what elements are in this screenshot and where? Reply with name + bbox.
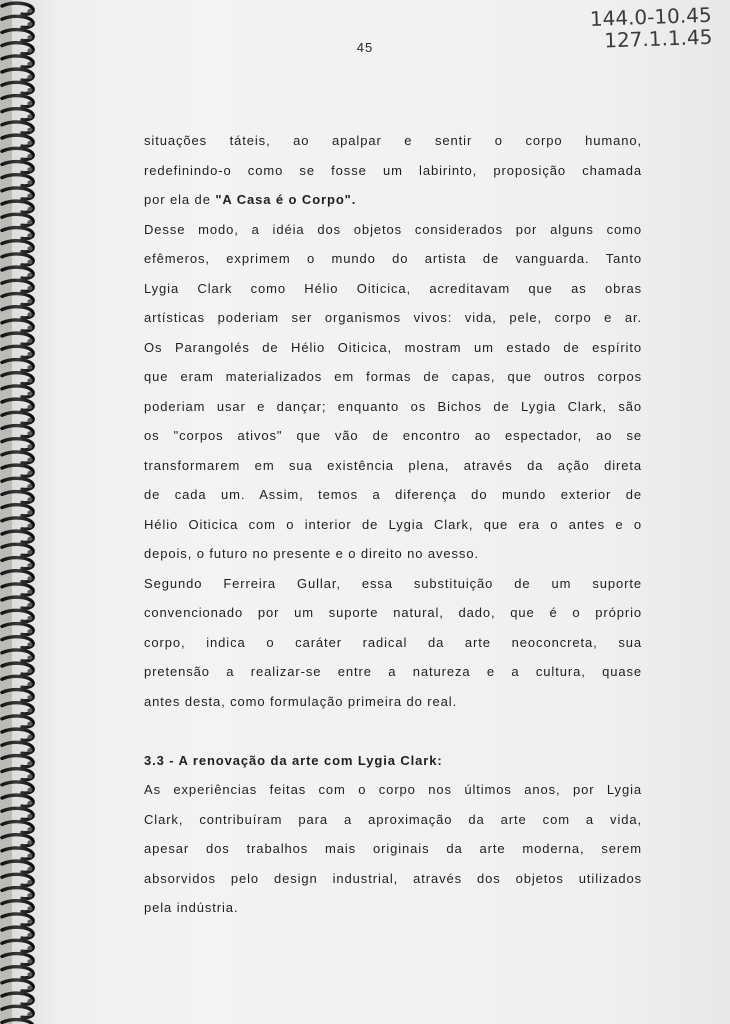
text-line: Hélio Oiticica com o interior de Lygia Clark, que era o antes e o bbox=[144, 516, 642, 532]
binding-hole bbox=[27, 814, 32, 818]
bold-period: . bbox=[351, 192, 357, 207]
binding-hole bbox=[27, 840, 32, 844]
binding-hole bbox=[27, 405, 32, 409]
binding-hole bbox=[27, 312, 32, 316]
text-line: Desse modo, a idéia dos objetos considerados por alguns como bbox=[144, 221, 642, 237]
binding-hole bbox=[27, 524, 32, 528]
binding-hole bbox=[27, 801, 32, 805]
binding-hole bbox=[27, 260, 32, 264]
text-line: que eram materializados em formas de capas, que outros corpos bbox=[144, 369, 642, 384]
binding-hole bbox=[27, 616, 32, 620]
text-line: corpo, indica o caráter radical da arte neoconcreta, sua bbox=[144, 634, 642, 650]
binding-hole bbox=[27, 656, 32, 660]
binding-hole bbox=[27, 431, 32, 435]
binding-hole bbox=[27, 246, 32, 250]
text-line: pela indústria. bbox=[144, 900, 239, 915]
text-line bbox=[144, 190, 642, 220]
binding-hole bbox=[27, 365, 32, 369]
binding-hole bbox=[27, 154, 32, 158]
binding-hole bbox=[27, 986, 32, 990]
binding-hole bbox=[27, 867, 32, 871]
binding-hole bbox=[27, 497, 32, 501]
text-line: Segundo Ferreira Gullar, essa substituição de um suporte bbox=[144, 575, 642, 591]
text-line: absorvidos pelo design industrial, através dos objetos utilizados bbox=[144, 870, 642, 886]
binding-hole bbox=[27, 114, 32, 118]
binding-hole bbox=[27, 669, 32, 673]
text-line: de cada um. Assim, temos a diferença do mundo exterior de bbox=[144, 487, 642, 502]
binding-hole bbox=[27, 893, 32, 897]
binding-hole bbox=[27, 590, 32, 594]
binding-hole bbox=[27, 194, 32, 198]
page-number: 45 bbox=[356, 40, 374, 55]
binding-hole bbox=[27, 1012, 32, 1016]
binding-hole bbox=[27, 722, 32, 726]
paragraph-2 bbox=[144, 220, 642, 574]
binding-hole bbox=[27, 748, 32, 752]
binding-hole bbox=[27, 537, 32, 541]
binding-hole bbox=[27, 326, 32, 330]
binding-hole bbox=[27, 128, 32, 132]
text-line: redefinindo-o como se fosse um labirinto, proposição chamada bbox=[144, 162, 642, 178]
text-line: apesar dos trabalhos mais originais da arte moderna, serem bbox=[144, 841, 642, 856]
binding-hole bbox=[27, 999, 32, 1003]
binding-hole bbox=[27, 972, 32, 976]
binding-hole bbox=[27, 352, 32, 356]
text-line: artísticas poderiam ser organismos vivos: vida, pele, corpo e ar. bbox=[144, 310, 642, 325]
binding-hole bbox=[27, 180, 32, 184]
spiral-binding bbox=[0, 0, 46, 1024]
binding-hole bbox=[27, 880, 32, 884]
binding-hole bbox=[27, 946, 32, 950]
paragraph-1 bbox=[144, 131, 642, 220]
binding-hole bbox=[27, 418, 32, 422]
binding-hole bbox=[27, 550, 32, 554]
binding-hole bbox=[27, 75, 32, 79]
text-line: pretensão a realizar-se entre a natureza e a cultura, quase bbox=[144, 664, 642, 679]
binding-hole bbox=[27, 9, 32, 13]
binding-hole bbox=[27, 959, 32, 963]
binding-hole bbox=[27, 629, 32, 633]
binding-hole bbox=[27, 906, 32, 910]
binding-hole bbox=[27, 22, 32, 26]
text-line: Os Parangolés de Hélio Oiticica, mostram um estado de espírito bbox=[144, 339, 642, 355]
text-line: antes desta, como formulação primeira do real. bbox=[144, 693, 458, 709]
binding-hole bbox=[27, 484, 32, 488]
binding-hole bbox=[27, 35, 32, 39]
text-line: depois, o futuro no presente e o direito no avesso. bbox=[144, 546, 479, 561]
binding-hole bbox=[27, 576, 32, 580]
binding-hole bbox=[27, 603, 32, 607]
binding-hole bbox=[27, 299, 32, 303]
binding-hole bbox=[27, 774, 32, 778]
binding-hole bbox=[27, 920, 32, 924]
section-3-3 bbox=[144, 751, 642, 928]
binding-hole bbox=[27, 233, 32, 237]
binding-hole bbox=[27, 708, 32, 712]
binding-hole bbox=[27, 682, 32, 686]
binding-hole bbox=[27, 471, 32, 475]
binding-hole bbox=[27, 220, 32, 224]
binding-hole bbox=[27, 642, 32, 646]
text-line: os "corpos ativos" que vão de encontro ao espectador, ao se bbox=[144, 428, 642, 443]
text-line: transformarem em sua existência plena, através da ação direta bbox=[144, 457, 642, 473]
binding-hole bbox=[27, 854, 32, 858]
binding-hole bbox=[27, 761, 32, 765]
binding-hole bbox=[27, 788, 32, 792]
binding-hole bbox=[27, 339, 32, 343]
binding-hole bbox=[27, 444, 32, 448]
text-line: Clark, contribuíram para a aproximação da arte com a vida, bbox=[144, 811, 642, 827]
binding-hole bbox=[27, 695, 32, 699]
text-line: efêmeros, exprimem o mundo do artista de vanguarda. Tanto bbox=[144, 251, 642, 266]
binding-hole bbox=[27, 141, 32, 145]
binding-hole bbox=[27, 458, 32, 462]
binding-hole bbox=[27, 88, 32, 92]
bold-title: "A Casa é o Corpo" bbox=[215, 192, 352, 207]
handwritten-note-line-1: 144.0-10.45 bbox=[589, 2, 712, 31]
binding-hole bbox=[27, 273, 32, 277]
section-heading: 3.3 - A renovação da arte com Lygia Clark: bbox=[144, 752, 443, 768]
binding-hole bbox=[27, 392, 32, 396]
binding-hole bbox=[27, 735, 32, 739]
binding-hole bbox=[27, 563, 32, 567]
section-spacer bbox=[144, 721, 642, 751]
binding-hole bbox=[27, 827, 32, 831]
text-line: situações táteis, ao apalpar e sentir o corpo humano, bbox=[144, 133, 642, 148]
binding-hole bbox=[27, 62, 32, 66]
text-line: poderiam usar e dançar; enquanto os Bichos de Lygia Clark, são bbox=[144, 398, 642, 414]
binding-hole bbox=[27, 207, 32, 211]
text-fragment: por ela de bbox=[144, 192, 216, 207]
binding-hole bbox=[27, 286, 32, 290]
binding-hole bbox=[27, 167, 32, 171]
binding-hole bbox=[27, 378, 32, 382]
binding-hole bbox=[27, 933, 32, 937]
text-line: Lygia Clark como Hélio Oiticica, acreditavam que as obras bbox=[144, 280, 642, 296]
binding-hole bbox=[27, 510, 32, 514]
text-line: convencionado por um suporte natural, dado, que é o próprio bbox=[144, 605, 642, 620]
binding-hole bbox=[27, 101, 32, 105]
text-line: As experiências feitas com o corpo nos últimos anos, por Lygia bbox=[144, 782, 642, 797]
paragraph-3 bbox=[144, 574, 642, 722]
handwritten-note-line-2: 127.1.1.45 bbox=[603, 24, 713, 53]
body-text bbox=[144, 131, 642, 928]
